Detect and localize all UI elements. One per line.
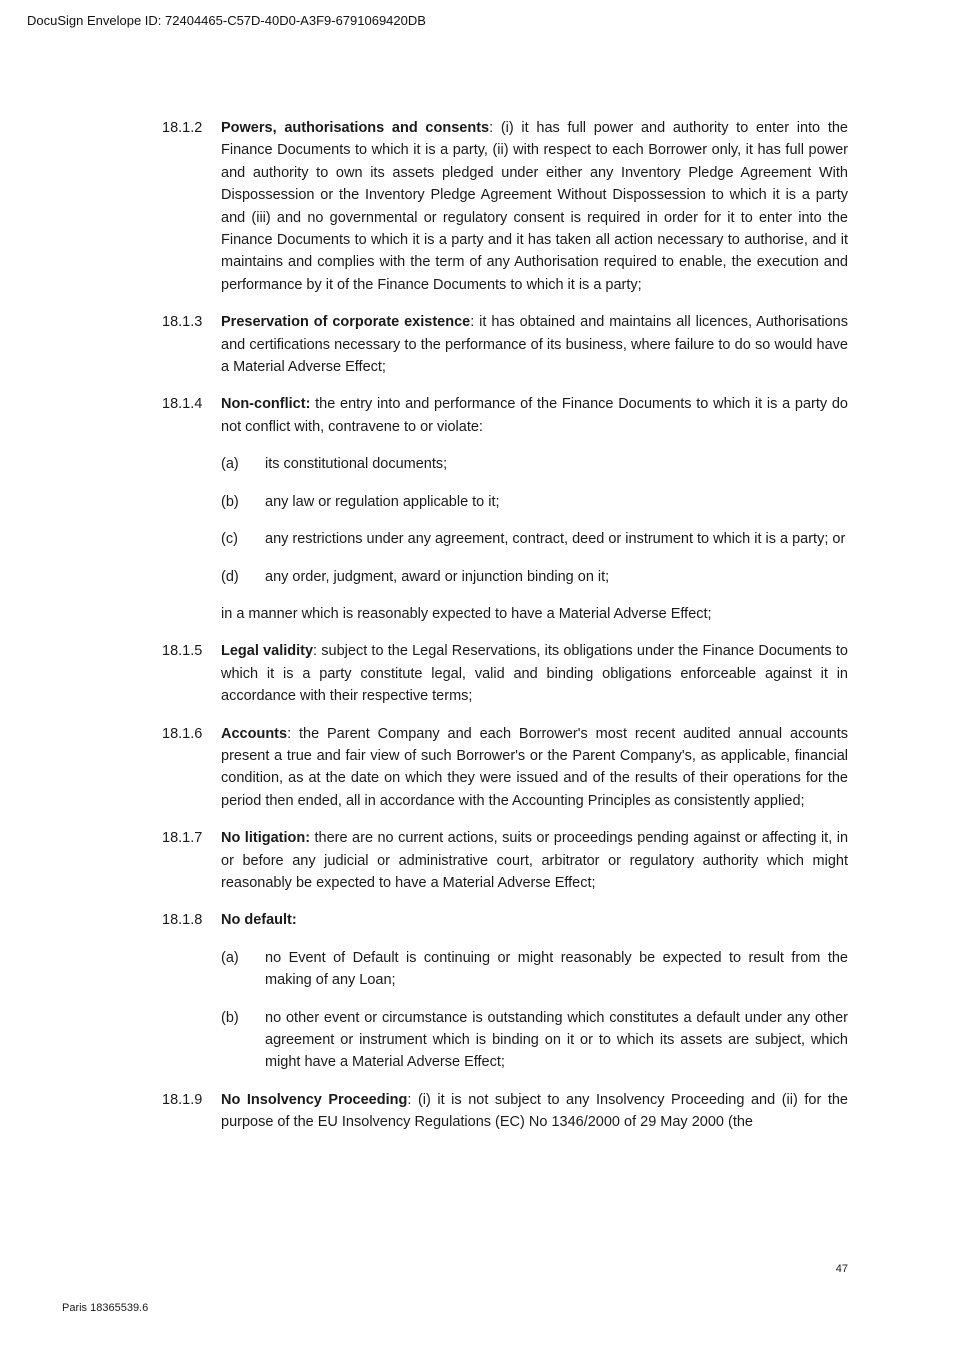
subitem-text: no Event of Default is continuing or might reasonably be expected to result from the making of any Loan; xyxy=(265,949,848,989)
section-text xyxy=(221,909,848,1073)
section-body-text: the entry into and performance of the Finance Documents to which it is a party do not conflict with, contravene to or violate: xyxy=(221,396,848,435)
section-heading: Accounts xyxy=(221,725,288,742)
section-number: 18.1.8 xyxy=(162,912,203,929)
section-18-1-3 xyxy=(162,311,848,378)
subitem-a xyxy=(221,947,848,992)
section-18-1-2 xyxy=(162,117,848,296)
subitem-text: any order, judgment, award or injunction binding on it; xyxy=(265,568,610,585)
subitem-a xyxy=(221,453,848,475)
section-heading: Legal validity xyxy=(221,643,314,660)
section-18-1-5 xyxy=(162,640,848,707)
section-18-1-7 xyxy=(162,827,848,894)
docusign-envelope-id: DocuSign Envelope ID: 72404465-C57D-40D0-A3F9-6791069420DB xyxy=(27,13,426,28)
section-18-1-8 xyxy=(162,909,848,1073)
subitem-label: (c) xyxy=(221,531,238,548)
footer-reference: Paris 18365539.6 xyxy=(62,1302,149,1314)
subitem-text: any restrictions under any agreement, contract, deed or instrument to which it is a party; or xyxy=(265,531,846,548)
subitem-c xyxy=(221,528,848,550)
section-paragraph xyxy=(221,909,848,931)
subitem-label: (b) xyxy=(221,493,239,510)
section-number: 18.1.3 xyxy=(162,314,203,331)
section-18-1-4 xyxy=(162,393,848,625)
section-text xyxy=(221,1089,848,1134)
document-body xyxy=(162,117,848,1149)
section-text xyxy=(221,117,848,296)
section-text xyxy=(221,640,848,707)
section-paragraph xyxy=(221,640,848,707)
section-body-text: there are no current actions, suits or proceedings pending against or affecting it, in or before any judicial or administrative court, arbitrator or regulatory authority which might reasonably be expected to have a Material Adverse Effect; xyxy=(221,830,849,891)
subitem-label: (d) xyxy=(221,568,239,585)
section-number: 18.1.9 xyxy=(162,1091,203,1108)
section-paragraph xyxy=(221,393,848,438)
section-number: 18.1.5 xyxy=(162,643,203,660)
section-body-text: : subject to the Legal Reservations, its obligations under the Finance Documents to which it is a party constitute legal, valid and binding obligations enforceable against it in accordance with their respective terms; xyxy=(221,643,848,705)
section-18-1-6 xyxy=(162,723,848,813)
section-heading: Preservation of corporate existence xyxy=(221,314,471,331)
section-text xyxy=(221,827,848,894)
subitem-label: (b) xyxy=(221,1009,239,1026)
section-body-text: : (i) it has full power and authority to enter into the Finance Documents to which it is a party, (ii) with respect to each Borrower only, it has full power and authority to own its assets pledged under either any Inventory Pledge Agreement With Dispossession or the Inventory Pledge Agreement Without Dispossession to which it is a party and (iii) and no governmental or regulatory consent is required in order for it to enter into the Finance Documents to which it is a party and it has taken all action necessary to authorise, and it maintains and complies with the term of any Authorisation required to enable, the execution and performance by it of the Finance Documents to which it is a party; xyxy=(221,120,848,293)
section-continuation: in a manner which is reasonably expected to have a Material Adverse Effect; xyxy=(221,605,712,622)
section-text xyxy=(221,723,848,813)
subitem-b xyxy=(221,1007,848,1074)
section-heading: No default: xyxy=(221,912,297,929)
subitem-label: (a) xyxy=(221,949,239,966)
subitem-label: (a) xyxy=(221,456,239,473)
section-paragraph xyxy=(221,117,848,296)
section-body-text: : the Parent Company and each Borrower's most recent audited annual accounts present a true and fair view of such Borrower's or the Parent Company's, as applicable, financial condition, as at the date on which they were issued and of the results of their operations for the period then ended, all in accordance with the Accounting Principles as consistently applied; xyxy=(221,725,848,809)
section-heading: No litigation: xyxy=(221,830,311,847)
section-text xyxy=(221,393,848,625)
section-paragraph xyxy=(221,827,848,894)
section-body-text: : it has obtained and maintains all licences, Authorisations and certifications necessary to the performance of its business, where failure to do so would have a Material Adverse Effect; xyxy=(221,314,848,376)
subitem-b xyxy=(221,491,848,513)
section-paragraph xyxy=(221,1089,848,1134)
section-number: 18.1.2 xyxy=(162,120,203,136)
subitem-text: any law or regulation applicable to it; xyxy=(265,493,500,510)
subitem-d xyxy=(221,566,848,588)
section-heading: Powers, authorisations and consents xyxy=(221,120,490,136)
section-heading: Non-conflict: xyxy=(221,396,311,413)
section-heading: No Insolvency Proceeding xyxy=(221,1091,408,1108)
section-paragraph xyxy=(221,723,848,813)
page-number: 47 xyxy=(835,1263,848,1275)
section-number: 18.1.6 xyxy=(162,725,203,742)
section-paragraph xyxy=(221,311,848,378)
section-number: 18.1.7 xyxy=(162,830,203,847)
subitem-text: its constitutional documents; xyxy=(265,456,448,473)
subitem-text: no other event or circumstance is outstanding which constitutes a default under any other agreement or instrument which is binding on it or to which its assets are subject, which might have a Material Adverse Effect; xyxy=(265,1009,848,1071)
section-18-1-9 xyxy=(162,1089,848,1134)
section-text xyxy=(221,311,848,378)
section-number: 18.1.4 xyxy=(162,396,203,413)
section-body-text: : (i) it is not subject to any Insolvency Proceeding and (ii) for the purpose of the EU Insolvency Regulations (EC) No 1346/2000 of 29 May 2000 (the xyxy=(221,1091,848,1131)
